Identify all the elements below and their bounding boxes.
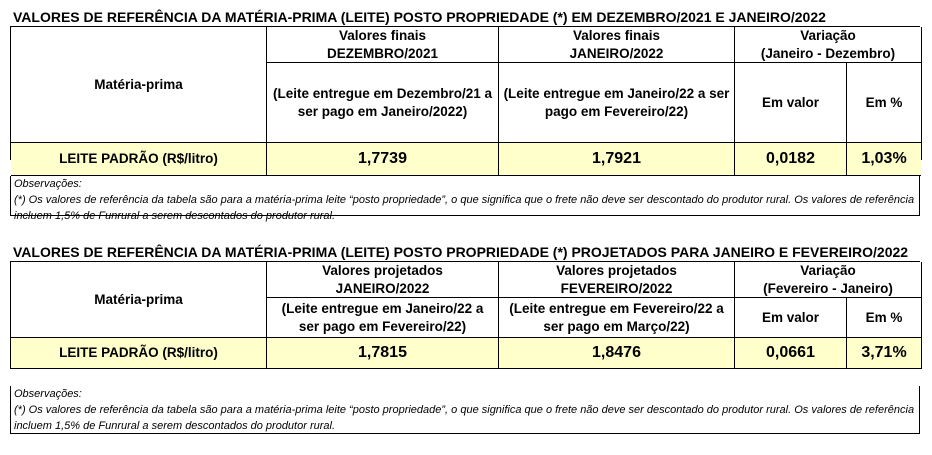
table-title: VALORES DE REFERÊNCIA DA MATÉRIA-PRIMA (LEITE) POSTO PROPRIEDADE (*) EM DEZEMBRO/2021 E JANEIRO/2022 — [10, 8, 920, 27]
header-col-b-period: JANEIRO/2022 — [499, 45, 735, 63]
header-em-pct: Em % — [847, 63, 921, 143]
header-materia-prima: Matéria-prima — [11, 262, 267, 338]
reference-table-december-january — [10, 8, 920, 222]
header-variacao-title: Variação — [800, 263, 856, 278]
row-label-leite-padrao: LEITE PADRÃO (R$/litro) — [11, 143, 267, 176]
value-col-a: 1,7739 — [267, 143, 499, 176]
table-title: VALORES DE REFERÊNCIA DA MATÉRIA-PRIMA (LEITE) POSTO PROPRIEDADE (*) PROJETADOS PARA JANEIRO E FEVEREIRO/2022 — [10, 243, 920, 262]
header-col-a-title: Valores projetados — [267, 262, 499, 280]
header-col-a-note: (Leite entregue em Dezembro/21 a ser pago em Janeiro/2022) — [267, 63, 499, 143]
header-col-b-title: Valores finais — [499, 27, 735, 45]
table-grid — [10, 27, 922, 167]
observations-text: (*) Os valores de referência da tabela são para a matéria-prima leite “posto propriedade”, o que significa que o frete não deve ser descontado do produtor rural. Os valores de referência incluem 1,5% de Funrural a serem descontados do produtor rural. — [14, 404, 915, 432]
value-col-b: 1,7921 — [499, 143, 735, 176]
reference-table-january-february — [10, 243, 920, 432]
header-materia-prima: Matéria-prima — [11, 27, 267, 143]
header-col-b-note: (Leite entregue em Fevereiro/22 a ser pago em Março/22) — [499, 298, 735, 338]
header-em-pct: Em % — [847, 298, 921, 338]
header-col-a-title: Valores finais — [267, 27, 499, 45]
header-em-valor: Em valor — [735, 298, 847, 338]
header-col-a-note: (Leite entregue em Janeiro/22 a ser pago em Fevereiro/22) — [267, 298, 499, 338]
header-em-valor: Em valor — [735, 63, 847, 143]
header-variacao-period: (Fevereiro - Janeiro) — [735, 280, 921, 298]
observations-label: Observações: — [14, 388, 82, 400]
observations — [10, 386, 920, 434]
value-var-pct: 3,71% — [847, 338, 921, 369]
observations-label: Observações: — [14, 178, 82, 190]
header-col-b-note: (Leite entregue em Janeiro/22 a ser pago em Fevereiro/22) — [499, 63, 735, 143]
observations-text: (*) Os valores de referência da tabela são para a matéria-prima leite “posto propriedade”, o que significa que o frete não deve ser descontado do produtor rural. Os valores de referência incluem 1,5% de Funrural a serem descontados do produtor rural. — [14, 194, 915, 222]
row-label-leite-padrao: LEITE PADRÃO (R$/litro) — [11, 338, 267, 369]
header-col-a-period: DEZEMBRO/2021 — [267, 45, 499, 63]
value-var-valor: 0,0182 — [735, 143, 847, 176]
value-col-b: 1,8476 — [499, 338, 735, 369]
value-var-valor: 0,0661 — [735, 338, 847, 369]
table-grid — [10, 262, 922, 369]
value-col-a: 1,7815 — [267, 338, 499, 369]
header-col-a-period: JANEIRO/2022 — [267, 280, 499, 298]
observations — [10, 176, 920, 222]
header-variacao-title: Variação — [800, 28, 856, 43]
header-col-b-period: FEVEREIRO/2022 — [499, 280, 735, 298]
header-col-b-title: Valores projetados — [499, 262, 735, 280]
header-variacao-period: (Janeiro - Dezembro) — [735, 45, 921, 63]
value-var-pct: 1,03% — [847, 143, 921, 176]
